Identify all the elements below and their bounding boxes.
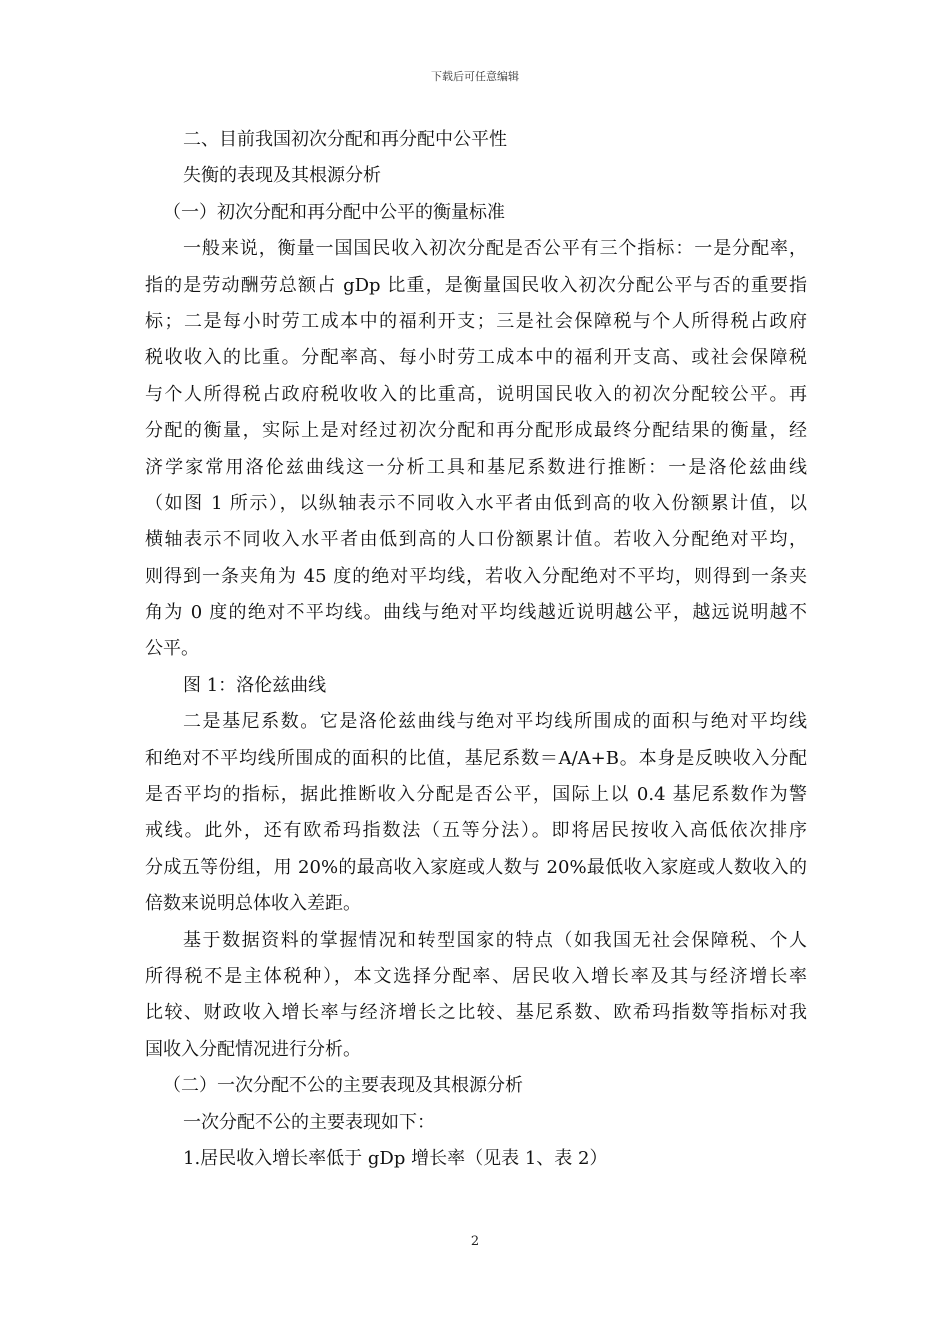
page-number: 2 [470, 1234, 480, 1249]
paragraph-line: 一般来说，衡量一国国民收入初次分配是否公平有三个指标：一是分配率， [183, 238, 807, 260]
paragraph-line: 公平。 [145, 638, 199, 660]
paragraph-line: 国收入分配情况进行分析。 [145, 1038, 361, 1060]
paragraph-measurement [145, 231, 807, 668]
paragraph-line: 戒线。此外，还有欧希玛指数法（五等分法）。即将居民按收入高低依次排序 [145, 820, 807, 842]
paragraph-line: 分配的衡量，实际上是对经过初次分配和再分配形成最终分配结果的衡量，经 [145, 420, 807, 442]
paragraph-line: 所得税不是主体税种），本文选择分配率、居民收入增长率及其与经济增长率 [145, 965, 807, 987]
subsection-title: （一）初次分配和再分配中公平的衡量标准 [163, 201, 505, 223]
paragraph-line: 和绝对不平均线所围成的面积的比值，基尼系数＝A/A+B。本身是反映收入分配 [145, 747, 807, 769]
paragraph-line: 税收收入的比重。分配率高、每小时劳工成本中的福利开支高、或社会保障税 [145, 347, 807, 369]
page-header: 下载后可任意编辑 [431, 70, 519, 83]
paragraph-intro: 一次分配不公的主要表现如下： [183, 1111, 435, 1133]
paragraph-line: 指的是劳动酬劳总额占 gDp 比重，是衡量国民收入初次分配公平与否的重要指 [145, 274, 807, 296]
figure-caption: 图 1：洛伦兹曲线 [183, 674, 327, 696]
paragraph-line: 分成五等份组，用 20%的最高收入家庭或人数与 20%最低收入家庭或人数收入的 [145, 856, 807, 878]
paragraph-line: 基于数据资料的掌握情况和转型国家的特点（如我国无社会保障税、个人 [183, 929, 807, 951]
paragraph-line: 济学家常用洛伦兹曲线这一分析工具和基尼系数进行推断：一是洛伦兹曲线 [145, 456, 807, 478]
paragraph-line: （如图 1 所示），以纵轴表示不同收入水平者由低到高的收入份额累计值，以 [145, 492, 807, 514]
paragraph-method [145, 923, 807, 1069]
paragraph-line: 横轴表示不同收入水平者由低到高的人口份额累计值。若收入分配绝对平均， [145, 529, 807, 551]
paragraph-line: 二是基尼系数。它是洛伦兹曲线与绝对平均线所围成的面积与绝对平均线 [183, 711, 807, 733]
subsection-title: （二）一次分配不公的主要表现及其根源分析 [163, 1075, 523, 1097]
paragraph-line: 比较、财政收入增长率与经济增长之比较、基尼系数、欧希玛指数等指标对我 [145, 1002, 807, 1024]
paragraph-line: 标；二是每小时劳工成本中的福利开支；三是社会保障税与个人所得税占政府 [145, 310, 807, 332]
paragraph-line: 角为 0 度的绝对不平均线。曲线与绝对平均线越近说明越公平，越远说明越不 [145, 602, 807, 624]
section-title-line1: 二、目前我国初次分配和再分配中公平性 [183, 129, 507, 150]
paragraph-line: 是否平均的指标，据此推断收入分配是否公平，国际上以 0.4 基尼系数作为警 [145, 784, 807, 806]
paragraph-line: 则得到一条夹角为 45 度的绝对平均线，若收入分配绝对不平均，则得到一条夹 [145, 565, 807, 587]
section-title-line2: 失衡的表现及其根源分析 [183, 165, 381, 187]
list-item: 1.居民收入增长率低于 gDp 增长率（见表 1、表 2） [183, 1147, 608, 1169]
document-body [145, 122, 807, 1177]
paragraph-line: 与个人所得税占政府税收收入的比重高，说明国民收入的初次分配较公平。再 [145, 383, 807, 405]
paragraph-line: 倍数来说明总体收入差距。 [145, 893, 361, 915]
paragraph-gini [145, 704, 807, 922]
